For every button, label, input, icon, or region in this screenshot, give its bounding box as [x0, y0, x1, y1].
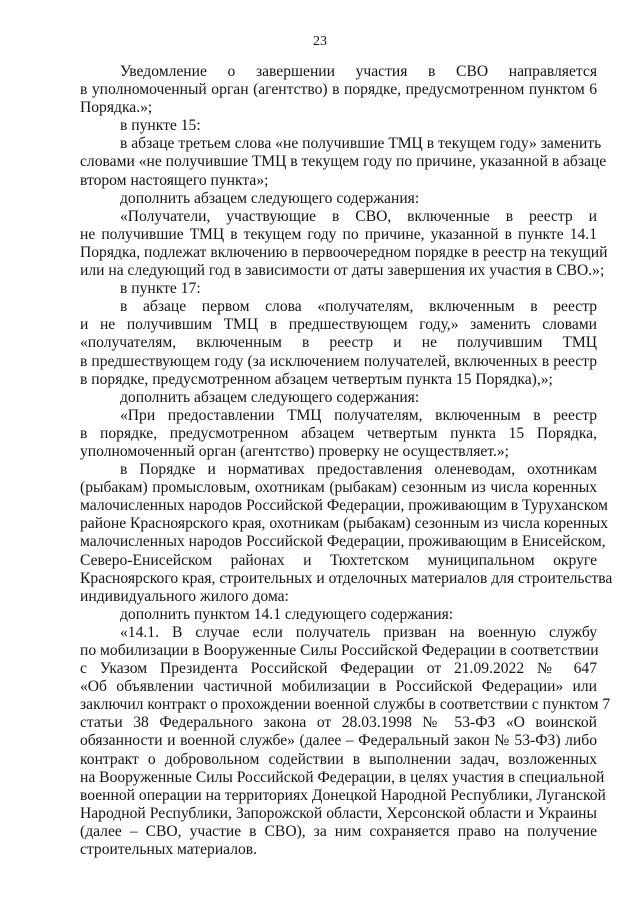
text-line: дополнить абзацем следующего содержания:: [120, 388, 420, 406]
page-number: 23: [313, 34, 327, 49]
text-line: индивидуального жилого дома:: [80, 587, 289, 605]
text-line: дополнить пунктом 14.1 следующего содержания:: [120, 605, 454, 623]
text-line: «Получатели, участвующие в СВО, включенные в реестр и: [120, 207, 597, 225]
text-line: обязанности и военной службе» (далее – Федеральный закон № 53-ФЗ) либо: [80, 732, 597, 750]
text-line: в уполномоченный орган (агентство) в порядке, предусмотренном пунктом 6: [80, 81, 597, 99]
text-line: военной операции на территориях Донецкой Народной Республики, Луганской: [80, 786, 606, 804]
text-line: «14.1. В случае если получатель призван на военную службу: [120, 623, 597, 641]
text-line: малочисленных народов Российской Федерации, проживающим в Туруханском: [80, 497, 608, 515]
text-line: Порядка.»;: [80, 99, 153, 117]
document-body: [80, 63, 613, 859]
text-line: по мобилизации в Вооруженные Силы Российской Федерации в соответствии: [80, 642, 599, 659]
text-line: районе Красноярского края, охотникам (рыбакам) сезонным из числа коренных: [80, 515, 609, 533]
text-line: в абзаце первом слова «получателям, включенным в реестр: [120, 298, 597, 316]
text-line: «При предоставлении ТМЦ получателям, включенным в реестр: [120, 406, 597, 424]
text-line: в пункте 17:: [120, 280, 201, 298]
text-line: заключил контракт о прохождении военной службы в соответствии с пунктом 7: [80, 696, 611, 714]
text-line: контракт о добровольном содействии в выполнении задач, возложенных: [80, 750, 597, 768]
text-line: (рыбакам) промысловым, охотникам (рыбакам) сезонным из числа коренных: [80, 479, 597, 497]
text-line: статьи 38 Федерального закона от 28.03.1998 № 53-ФЗ «О воинской: [80, 714, 597, 732]
text-line: малочисленных народов Российской Федерации, проживающим в Енисейском,: [80, 533, 606, 551]
text-line: (далее – СВО, участие в СВО), за ним сохраняется право на получение: [80, 822, 597, 840]
text-line: в абзаце третьем слова «не получившие ТМЦ в текущем году» заменить: [120, 135, 602, 153]
text-line: и не получившим ТМЦ в предшествующем году,» заменить словами: [80, 316, 597, 334]
text-line: в Порядке и нормативах предоставления оленеводам, охотникам: [120, 461, 597, 479]
text-line: в порядке, предусмотренном абзацем четвертым пункта 15 Порядка),»;: [80, 370, 553, 388]
text-line: «Об объявлении частичной мобилизации в Российской Федерации» или: [80, 678, 597, 696]
text-line: Уведомление о завершении участия в СВО направляется: [120, 63, 597, 80]
text-line: Народной Республики, Запорожской области, Херсонской области и Украины: [80, 804, 597, 822]
text-line: Порядка, подлежат включению в первоочередном порядке в реестр на текущий: [80, 243, 608, 261]
text-line: втором настоящего пункта»;: [80, 171, 269, 189]
text-line: Красноярского края, строительных и отделочных материалов для строительства: [80, 569, 613, 587]
text-line: в порядке, предусмотренном абзацем четвертым пункта 15 Порядка,: [80, 424, 597, 442]
text-line: строительных материалов.: [80, 841, 258, 859]
text-line: или на следующий год в зависимости от даты завершения их участия в СВО.»;: [80, 262, 605, 280]
text-line: в пункте 15:: [120, 117, 201, 135]
text-line: словами «не получившие ТМЦ в текущем году по причине, указанной в абзаце: [80, 153, 607, 171]
text-line: уполномоченный орган (агентство) проверку не осуществляет.»;: [80, 442, 510, 460]
text-line: в предшествующем году (за исключением получателей, включенных в реестр: [80, 352, 597, 370]
text-line: не получившие ТМЦ в текущем году по причине, указанной в пункте 14.1: [80, 225, 597, 243]
text-line: «получателям, включенным в реестр и не получившим ТМЦ: [80, 334, 597, 352]
text-line: с Указом Президента Российской Федерации от 21.09.2022 № 647: [80, 660, 597, 678]
text-line: на Вооруженные Силы Российской Федерации, в целях участия в специальной: [80, 768, 605, 786]
text-line: Северо-Енисейском районах и Тюхтетском муниципальном округе: [80, 551, 597, 569]
text-line: дополнить абзацем следующего содержания:: [120, 189, 420, 207]
